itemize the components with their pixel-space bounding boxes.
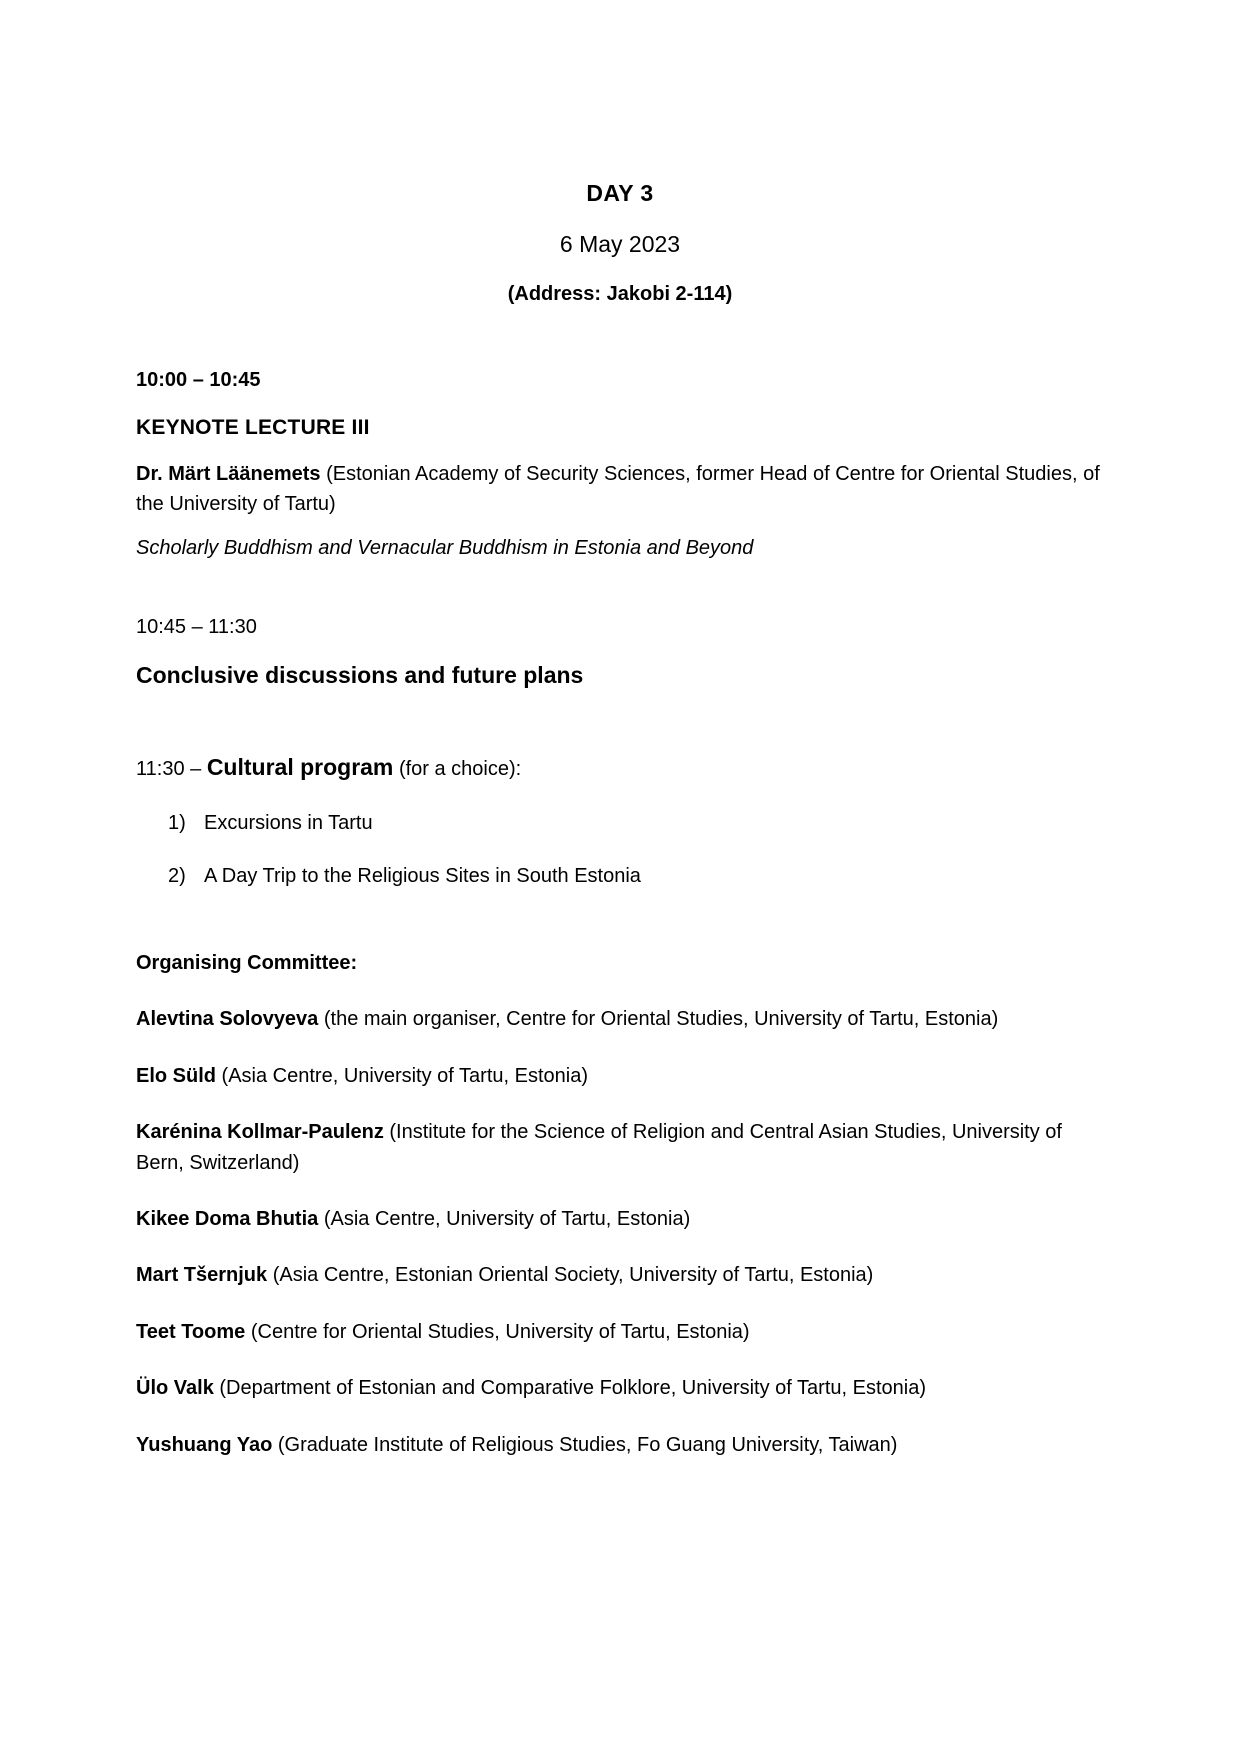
cultural-program-line <box>136 750 1104 785</box>
cultural-time: 11:30 – <box>136 758 207 781</box>
member-affiliation: (Department of Estonian and Comparative Folklore, University of Tartu, Estonia) <box>213 1377 926 1400</box>
session-time: 10:00 – 10:45 <box>136 369 261 391</box>
member-affiliation: (Asia Centre, University of Tartu, Estonia) <box>216 1064 588 1087</box>
committee-member <box>136 1117 1104 1178</box>
member-name: Karénina Kollmar-Paulenz <box>136 1121 384 1144</box>
session-cultural-program <box>136 750 1104 891</box>
member-affiliation: (Asia Centre, University of Tartu, Estonia) <box>318 1208 691 1231</box>
member-affiliation: (the main organiser, Centre for Oriental Studies, University of Tartu, Estonia) <box>318 1008 999 1031</box>
cultural-label: Cultural program <box>206 754 394 781</box>
page-content <box>136 0 1104 1460</box>
list-item-number: 1) <box>168 811 186 834</box>
spacer <box>136 692 1104 750</box>
session-heading: Conclusive discussions and future plans <box>136 662 584 689</box>
member-affiliation: (Graduate Institute of Religious Studies, Fo Guang University, Taiwan) <box>272 1433 898 1456</box>
page-title: DAY 3 <box>586 180 654 206</box>
committee-heading: Organising Committee: <box>136 951 358 974</box>
committee-member <box>136 1373 1104 1403</box>
session-time: 10:45 – 11:30 <box>136 616 257 639</box>
event-date: 6 May 2023 <box>559 231 681 257</box>
member-name: Alevtina Solovyeva <box>136 1008 319 1031</box>
committee-member <box>136 1061 1104 1091</box>
list-item-label: Excursions in Tartu <box>204 811 373 834</box>
talk-title: Scholarly Buddhism and Vernacular Buddhism in Estonia and Beyond <box>136 537 754 560</box>
session-heading: KEYNOTE LECTURE III <box>136 415 370 439</box>
spacer <box>136 396 1104 412</box>
committee-member <box>136 1204 1104 1234</box>
list-item-number: 2) <box>168 864 186 887</box>
committee-member <box>136 1004 1104 1034</box>
cultural-suffix: (for a choice): <box>393 758 522 781</box>
session-keynote <box>136 366 1104 563</box>
event-address: (Address: Jakobi 2-114) <box>507 283 733 305</box>
member-affiliation: (Institute for the Science of Religion and Central Asian Studies, University of Bern, Switzerland) <box>136 1121 1062 1174</box>
spacer <box>136 891 1104 949</box>
committee-member <box>136 1260 1104 1290</box>
session-discussions <box>136 613 1104 692</box>
committee-member <box>136 1430 1104 1460</box>
organising-committee-section <box>136 949 1104 1460</box>
cultural-options-list <box>136 808 1104 891</box>
speaker-line <box>136 459 1104 520</box>
list-item-label: A Day Trip to the Religious Sites in South Estonia <box>204 864 641 887</box>
member-name: Elo Süld <box>136 1064 216 1087</box>
member-name: Kikee Doma Bhutia <box>136 1208 319 1231</box>
member-name: Ülo Valk <box>136 1377 214 1400</box>
spacer <box>136 563 1104 613</box>
member-name: Mart Tšernjuk <box>136 1264 268 1287</box>
speaker-name: Dr. Märt Läänemets <box>136 462 321 485</box>
member-name: Yushuang Yao <box>136 1433 273 1456</box>
member-affiliation: (Centre for Oriental Studies, University of Tartu, Estonia) <box>245 1320 750 1343</box>
member-affiliation: (Asia Centre, Estonian Oriental Society, University of Tartu, Estonia) <box>267 1264 874 1287</box>
member-name: Teet Toome <box>136 1320 246 1343</box>
spacer <box>136 519 1104 533</box>
speaker-affiliation: (Estonian Academy of Security Sciences, former Head of Centre for Oriental Studies, of the University of Tartu) <box>136 462 1100 516</box>
list-item <box>136 808 1104 838</box>
list-item <box>136 861 1104 891</box>
spacer <box>136 643 1104 659</box>
committee-member <box>136 1317 1104 1347</box>
spacer <box>136 304 1104 366</box>
spacer <box>136 443 1104 459</box>
